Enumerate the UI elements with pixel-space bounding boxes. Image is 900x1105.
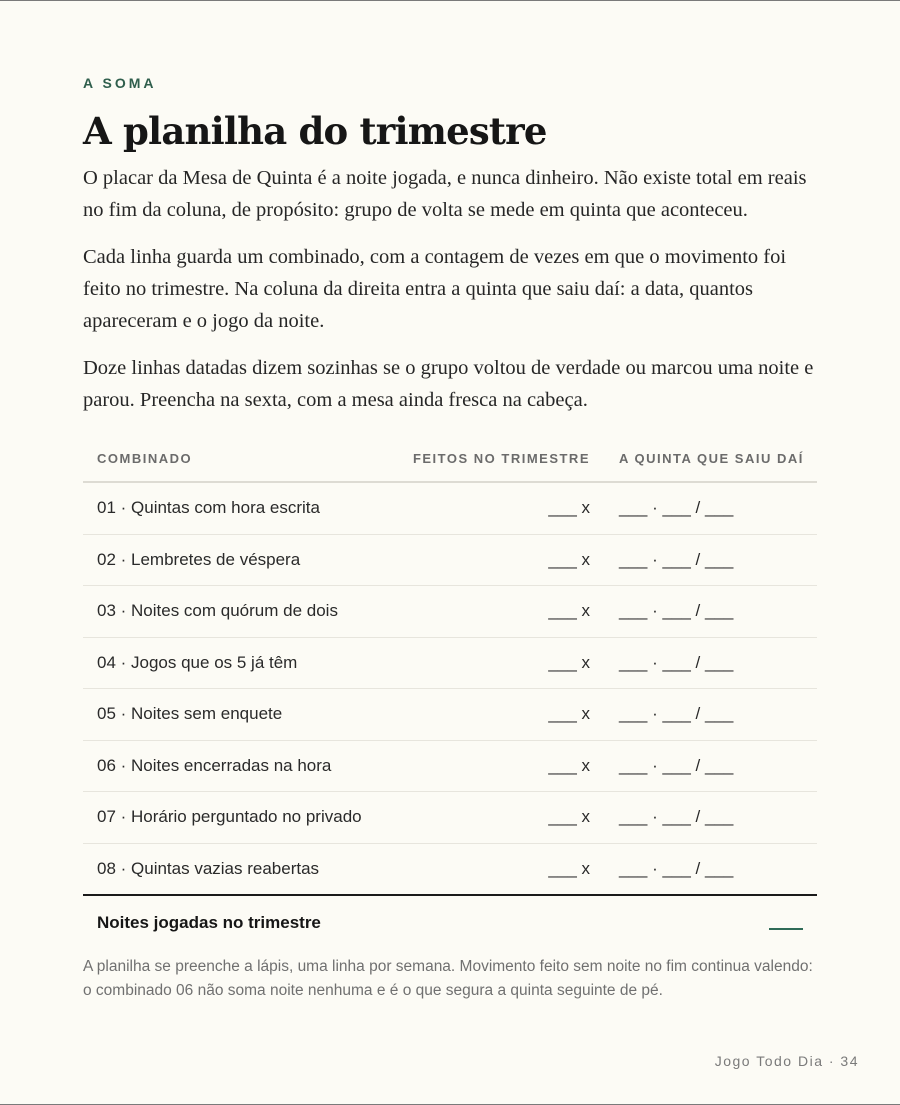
row-count-blank: ___ x: [548, 549, 590, 569]
total-row: [83, 896, 817, 952]
table-row: [83, 483, 817, 535]
row-label: 01 · Quintas com hora escrita: [97, 498, 320, 517]
intro-paragraph-1: O placar da Mesa de Quinta é a noite jogada, e nunca dinheiro. Não existe total em reais no fim da coluna, de propósito: grupo de volta se mede em quinta que aconteceu.: [83, 167, 807, 221]
page-title: A planilha do trimestre: [83, 109, 547, 153]
table-row: [83, 638, 817, 690]
row-date-blank: ___ · ___ / ___: [619, 807, 734, 826]
row-count-blank: ___ x: [548, 807, 590, 826]
total-blank-line: [769, 928, 803, 930]
row-label: 08 · Quintas vazias reabertas: [97, 858, 320, 878]
tally-table: [83, 433, 817, 952]
table-row: [83, 844, 817, 897]
table-row: [83, 586, 817, 638]
row-count-blank: ___ x: [548, 858, 590, 878]
intro-text: [83, 162, 817, 431]
row-label: 07 · Horário perguntado no privado: [97, 807, 362, 826]
row-date-blank: ___ · ___ / ___: [619, 755, 734, 775]
page-footer: Jogo Todo Dia · 34: [714, 1053, 859, 1069]
row-count-blank: ___ x: [548, 652, 590, 672]
row-label: 06 · Noites encerradas na hora: [97, 755, 332, 775]
row-label: 04 · Jogos que os 5 já têm: [97, 652, 298, 672]
row-label: 03 · Noites com quórum de dois: [97, 601, 338, 620]
table-row: [83, 689, 817, 741]
row-date-blank: ___ · ___ / ___: [619, 704, 734, 723]
row-date-blank: ___ · ___ / ___: [619, 858, 734, 878]
header-quinta: A QUINTA QUE SAIU DAÍ: [619, 451, 804, 466]
row-count-blank: ___ x: [548, 601, 590, 620]
intro-paragraph-3: Doze linhas datadas dizem sozinhas se o grupo voltou de verdade ou marcou uma noite e parou. Preencha na sexta, com a mesa ainda fresca na cabeça.: [83, 357, 814, 411]
header-feitos: FEITOS NO TRIMESTRE: [412, 451, 590, 466]
section-kicker: A SOMA: [83, 75, 157, 91]
total-label: Noites jogadas no trimestre: [97, 913, 321, 932]
row-date-blank: ___ · ___ / ___: [619, 498, 734, 517]
row-date-blank: ___ · ___ / ___: [619, 549, 734, 569]
row-label: 05 · Noites sem enquete: [97, 704, 283, 723]
row-date-blank: ___ · ___ / ___: [619, 601, 734, 620]
table-header: [83, 433, 817, 483]
header-combinado: COMBINADO: [97, 451, 193, 466]
footnote: A planilha se preenche a lápis, uma linha por semana. Movimento feito sem noite no fim continua valendo: o combinado 06 não soma noite nenhuma e é o que segura a quinta seguinte de pé.: [83, 958, 813, 999]
intro-paragraph-2: Cada linha guarda um combinado, com a contagem de vezes em que o movimento foi feito no trimestre. Na coluna da direita entra a quinta que saiu daí: a data, quantos apareceram e o jogo da noite.: [83, 246, 787, 332]
table-row: [83, 535, 817, 587]
row-count-blank: ___ x: [548, 755, 590, 775]
row-label: 02 · Lembretes de véspera: [97, 549, 301, 569]
row-count-blank: ___ x: [548, 704, 590, 723]
table-row: [83, 792, 817, 844]
row-count-blank: ___ x: [548, 498, 590, 517]
table-row: [83, 741, 817, 793]
row-date-blank: ___ · ___ / ___: [619, 652, 734, 672]
